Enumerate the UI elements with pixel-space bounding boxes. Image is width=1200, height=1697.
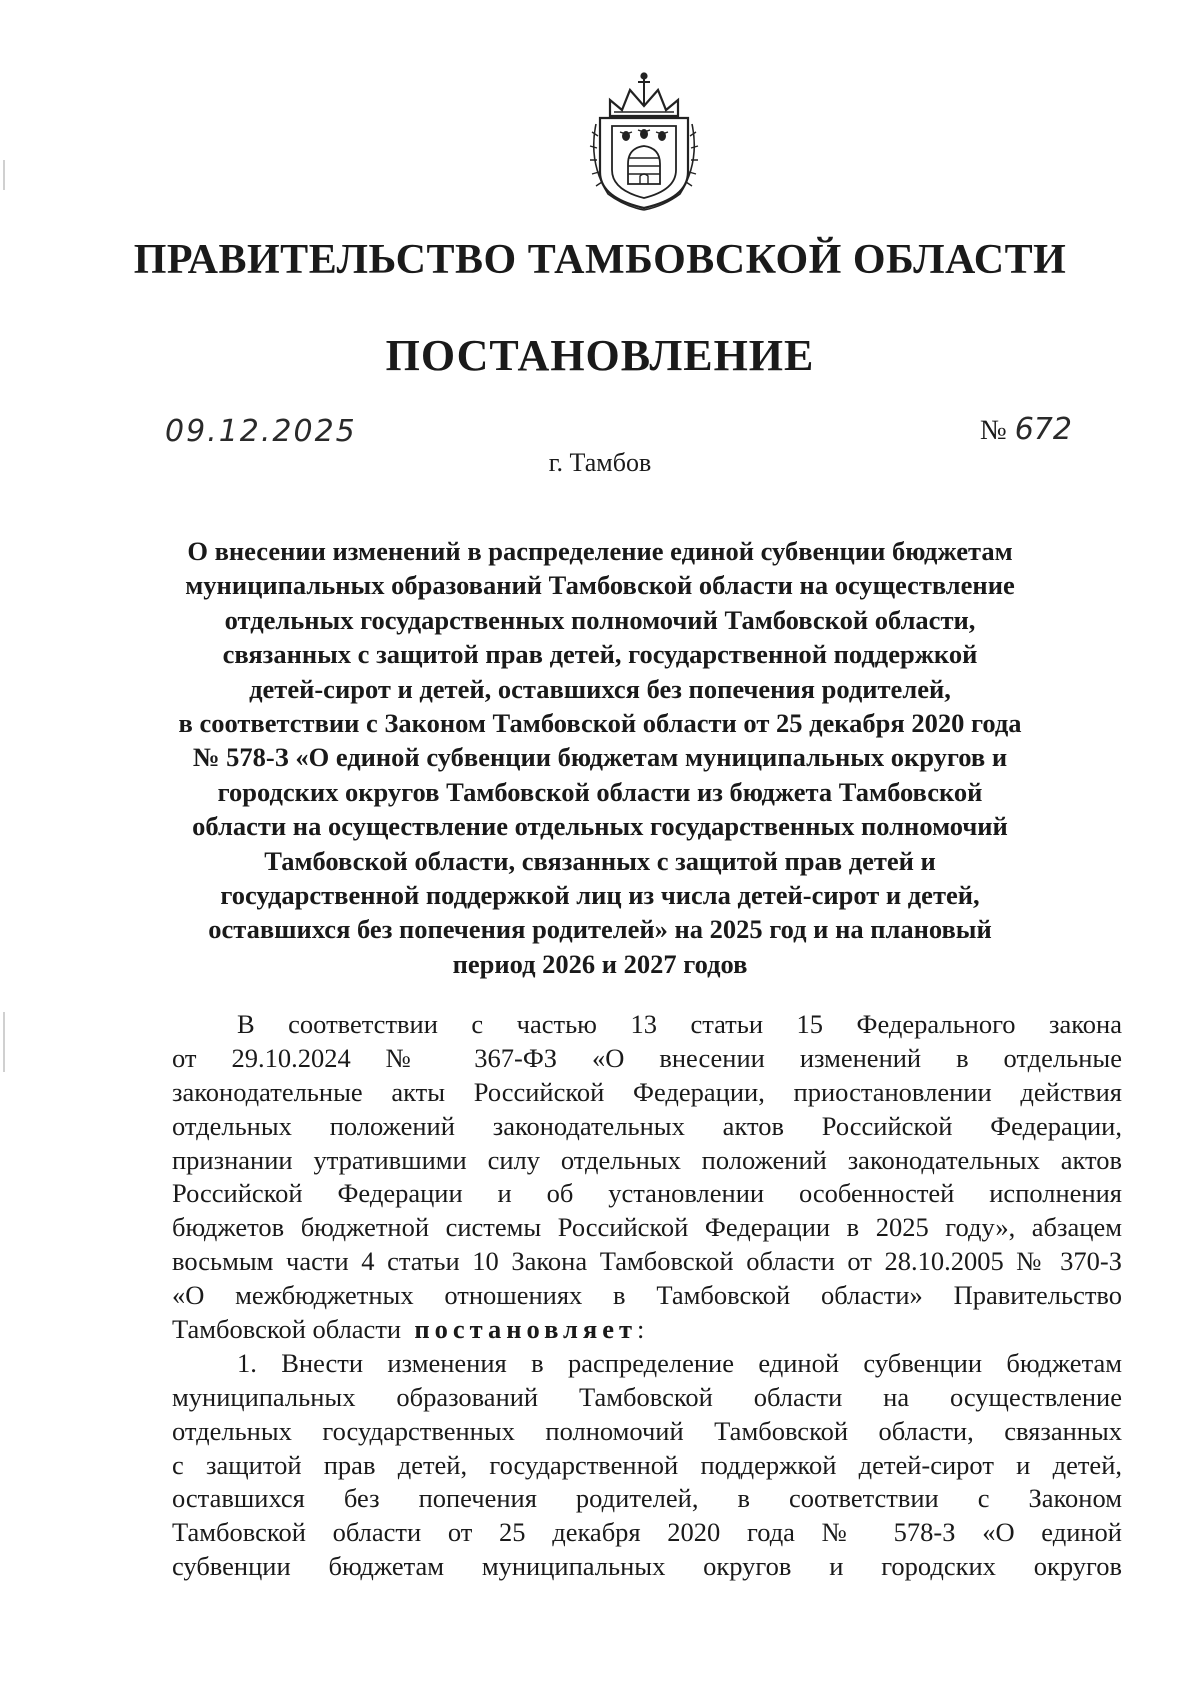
government-name: ПРАВИТЕЛЬСТВО ТАМБОВСКОЙ ОБЛАСТИ — [133, 237, 1067, 283]
document-type: ПОСТАНОВЛЕНИЕ — [385, 331, 815, 380]
heading-line: оставшихся без попечения родителей» на 2025 год и на плановый — [208, 914, 992, 945]
preamble-line: отдельных положений законодательных актов Российской Федерации, — [172, 1110, 1122, 1141]
item-line: оставшихся без попечения родителей, в соответствии с Законом — [172, 1483, 1122, 1514]
heading-line: отдельных государственных полномочий Тамбовской области, — [224, 604, 976, 635]
document-number-line — [980, 412, 1072, 447]
preamble-line: признании утратившими силу отдельных положений законодательных актов — [172, 1144, 1122, 1175]
document-number: 672 — [1014, 412, 1072, 447]
preamble-line: бюджетов бюджетной системы Российской Федерации в 2025 году», абзацем — [172, 1212, 1122, 1243]
preamble-line: «О межбюджетных отношениях в Тамбовской области» Правительство — [172, 1280, 1122, 1311]
heading-line: муниципальных образований Тамбовской области на осуществление — [185, 570, 1015, 601]
item-line: субвенции бюджетам муниципальных округов и городских округов — [172, 1551, 1122, 1582]
scan-artifact — [3, 1012, 5, 1072]
heading-line: области на осуществление отдельных государственных полномочий — [192, 811, 1008, 842]
preamble-line: от 29.10.2024 № 367-ФЗ «О внесении изменений в отдельные — [172, 1042, 1122, 1073]
preamble-line: законодательные акты Российской Федерации, приостановлении действия — [172, 1076, 1122, 1107]
document-date: 09.12.2025 — [165, 414, 357, 449]
scan-artifact — [3, 160, 5, 190]
resolve-word: постановляет — [414, 1314, 638, 1345]
heading-line: связанных с защитой прав детей, государственной поддержкой — [222, 639, 978, 670]
preamble-line: В соответствии с частью 13 статьи 15 Федерального закона — [237, 1009, 1122, 1039]
city-name: г. Тамбов — [548, 448, 652, 477]
resolve-line — [172, 1313, 1122, 1347]
heading-line: О внесении изменений в распределение единой субвенции бюджетам — [187, 536, 1013, 566]
document-body — [172, 1008, 1122, 1584]
heading-line: № 578-З «О единой субвенции бюджетам муниципальных округов и — [192, 742, 1008, 773]
heading-line: Тамбовской области, связанных с защитой прав детей и — [264, 845, 936, 876]
heading-line: детей-сирот и детей, оставшихся без попечения родителей, — [249, 673, 951, 704]
item-line: отдельных государственных полномочий Тамбовской области, связанных — [172, 1415, 1122, 1446]
number-sign: № — [980, 415, 1007, 446]
heading-line: государственной поддержкой лиц из числа детей-сирот и детей, — [220, 880, 980, 911]
resolve-suffix: : — [637, 1314, 645, 1345]
resolve-prefix: Тамбовской области — [172, 1314, 402, 1345]
item-line: 1. Внести изменения в распределение единой субвенции бюджетам — [237, 1347, 1122, 1378]
item-line: Тамбовской области от 25 декабря 2020 года № 578-З «О единой — [172, 1517, 1122, 1548]
heading-line: период 2026 и 2027 годов — [452, 948, 748, 979]
document-heading — [150, 534, 1050, 981]
heading-line: городских округов Тамбовской области из бюджета Тамбовской — [217, 776, 983, 807]
heading-line: в соответствии с Законом Тамбовской области от 25 декабря 2020 года — [178, 708, 1022, 739]
preamble-line: Российской Федерации и об установлении особенностей исполнения — [172, 1178, 1122, 1209]
item-line: муниципальных образований Тамбовской области на осуществление — [172, 1381, 1122, 1412]
item-line: с защитой прав детей, государственной поддержкой детей-сирот и детей, — [172, 1449, 1122, 1480]
tambov-coat-of-arms-icon — [588, 72, 700, 212]
preamble-line: восьмым части 4 статьи 10 Закона Тамбовской области от 28.10.2005 № 370-З — [172, 1246, 1122, 1277]
